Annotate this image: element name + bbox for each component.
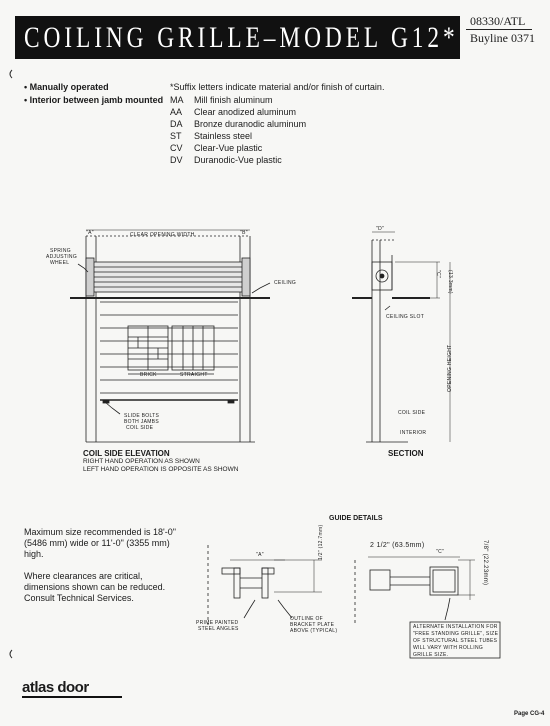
outline-bracket-line2: BRACKET PLATE	[290, 622, 335, 628]
elevation-caption-line1: RIGHT HAND OPERATION AS SHOWN	[83, 458, 200, 465]
spring-label-line1: SPRING	[50, 248, 71, 254]
material-desc: Clear anodized aluminum	[194, 107, 297, 117]
brick-label: BRICK	[140, 372, 157, 378]
material-code: DA	[170, 119, 183, 129]
prime-painted-line1: PRIME PAINTED	[196, 620, 239, 626]
interior-label: INTERIOR	[400, 430, 427, 436]
material-desc: Duranodic-Vue plastic	[194, 155, 282, 165]
spring-label-line2: ADJUSTING	[46, 254, 78, 260]
elevation-caption-title: COIL SIDE ELEVATION	[83, 449, 170, 458]
material-code: MA	[170, 95, 184, 105]
material-code: ST	[170, 131, 182, 141]
spring-label-line3: WHEEL	[50, 260, 70, 266]
alternate-note-line4: WILL VARY WITH ROLLING	[413, 645, 484, 651]
page-title: COILING GRILLE–MODEL G12*	[24, 21, 459, 54]
guide-detail-left-drawing	[208, 545, 322, 625]
logo-underline	[22, 696, 122, 698]
material-code: CV	[170, 143, 183, 153]
outline-bracket-line1: OUTLINE OF	[290, 616, 324, 622]
coil-side-elevation-drawing	[70, 230, 270, 442]
page-number: Page CG-4	[514, 711, 545, 717]
dimension-c-label: "C"	[435, 270, 441, 279]
material-desc: Bronze duranodic aluminum	[194, 119, 307, 129]
dimension-c-mm-label: (13.3mm)	[447, 270, 453, 294]
clearance-line2: dimensions shown can be reduced.	[24, 582, 166, 592]
dim-2-half-label: 2 1/2" (63.5mm)	[370, 542, 425, 549]
slide-bolts-line2: BOTH JAMBS	[124, 419, 159, 425]
ceiling-slot-label: CEILING SLOT	[386, 314, 425, 320]
material-code: DV	[170, 155, 183, 165]
material-desc: Stainless steel	[194, 131, 253, 141]
clearance-line1: Where clearances are critical,	[24, 571, 143, 581]
material-desc: Mill finish aluminum	[194, 95, 273, 105]
material-code: AA	[170, 107, 183, 117]
clear-opening-width-label: CLEAR OPENING WIDTH	[130, 232, 195, 238]
guide-details-title: GUIDE DETAILS	[329, 515, 383, 522]
suffix-note: *Suffix letters indicate material and/or finish of curtain.	[170, 82, 385, 92]
dim-7-8-label: 7/8" (22.23mm)	[482, 540, 488, 586]
dimension-b-label: "B"	[240, 230, 248, 236]
feature-interior-mounted: • Interior between jamb mounted	[24, 95, 164, 105]
straight-label: STRAIGHT	[180, 372, 208, 378]
outline-bracket-line3: ABOVE (TYPICAL)	[290, 628, 338, 634]
alternate-note-line2: "FREE STANDING GRILLE", SIZE	[413, 631, 499, 637]
dimension-d-label: "D"	[376, 226, 385, 232]
alternate-note-line1: ALTERNATE INSTALLATION FOR	[413, 624, 498, 630]
alternate-note-line3: OF STRUCTURAL STEEL TUBES	[413, 638, 498, 644]
section-code: 08330/ATL	[470, 14, 526, 28]
elevation-caption-line2: LEFT HAND OPERATION IS OPPOSITE AS SHOWN	[83, 466, 239, 473]
slide-bolts-line3: COIL SIDE	[126, 425, 154, 431]
max-size-line2: (5486 mm) wide or 11'-0" (3355 mm)	[24, 538, 170, 548]
buyline-code: Buyline 0371	[470, 31, 535, 45]
feature-manually-operated: • Manually operated	[24, 82, 109, 92]
guide-dimension-c-label: "C"	[436, 549, 445, 555]
alternate-note-line5: GRILLE SIZE.	[413, 652, 449, 658]
guide-dimension-a-label: "A"	[256, 552, 264, 558]
opening-height-label: OPENING HEIGHT	[447, 344, 453, 392]
max-size-line1: Maximum size recommended is 18'-0"	[24, 527, 176, 537]
max-size-line3: high.	[24, 549, 44, 559]
prime-painted-line2: STEEL ANGLES	[198, 626, 239, 632]
section-caption: SECTION	[388, 449, 424, 458]
dimension-a-label: "A"	[86, 230, 94, 236]
atlas-door-logo: atlas door	[22, 679, 89, 696]
slide-bolts-line1: SLIDE BOLTS	[124, 413, 160, 419]
half-inch-label: 1/2" (12.7mm)	[318, 524, 324, 560]
ceiling-label: CEILING	[274, 280, 297, 286]
coil-side-label: COIL SIDE	[398, 410, 426, 416]
clearance-line3: Consult Technical Services.	[24, 593, 134, 603]
material-desc: Clear-Vue plastic	[194, 143, 263, 153]
